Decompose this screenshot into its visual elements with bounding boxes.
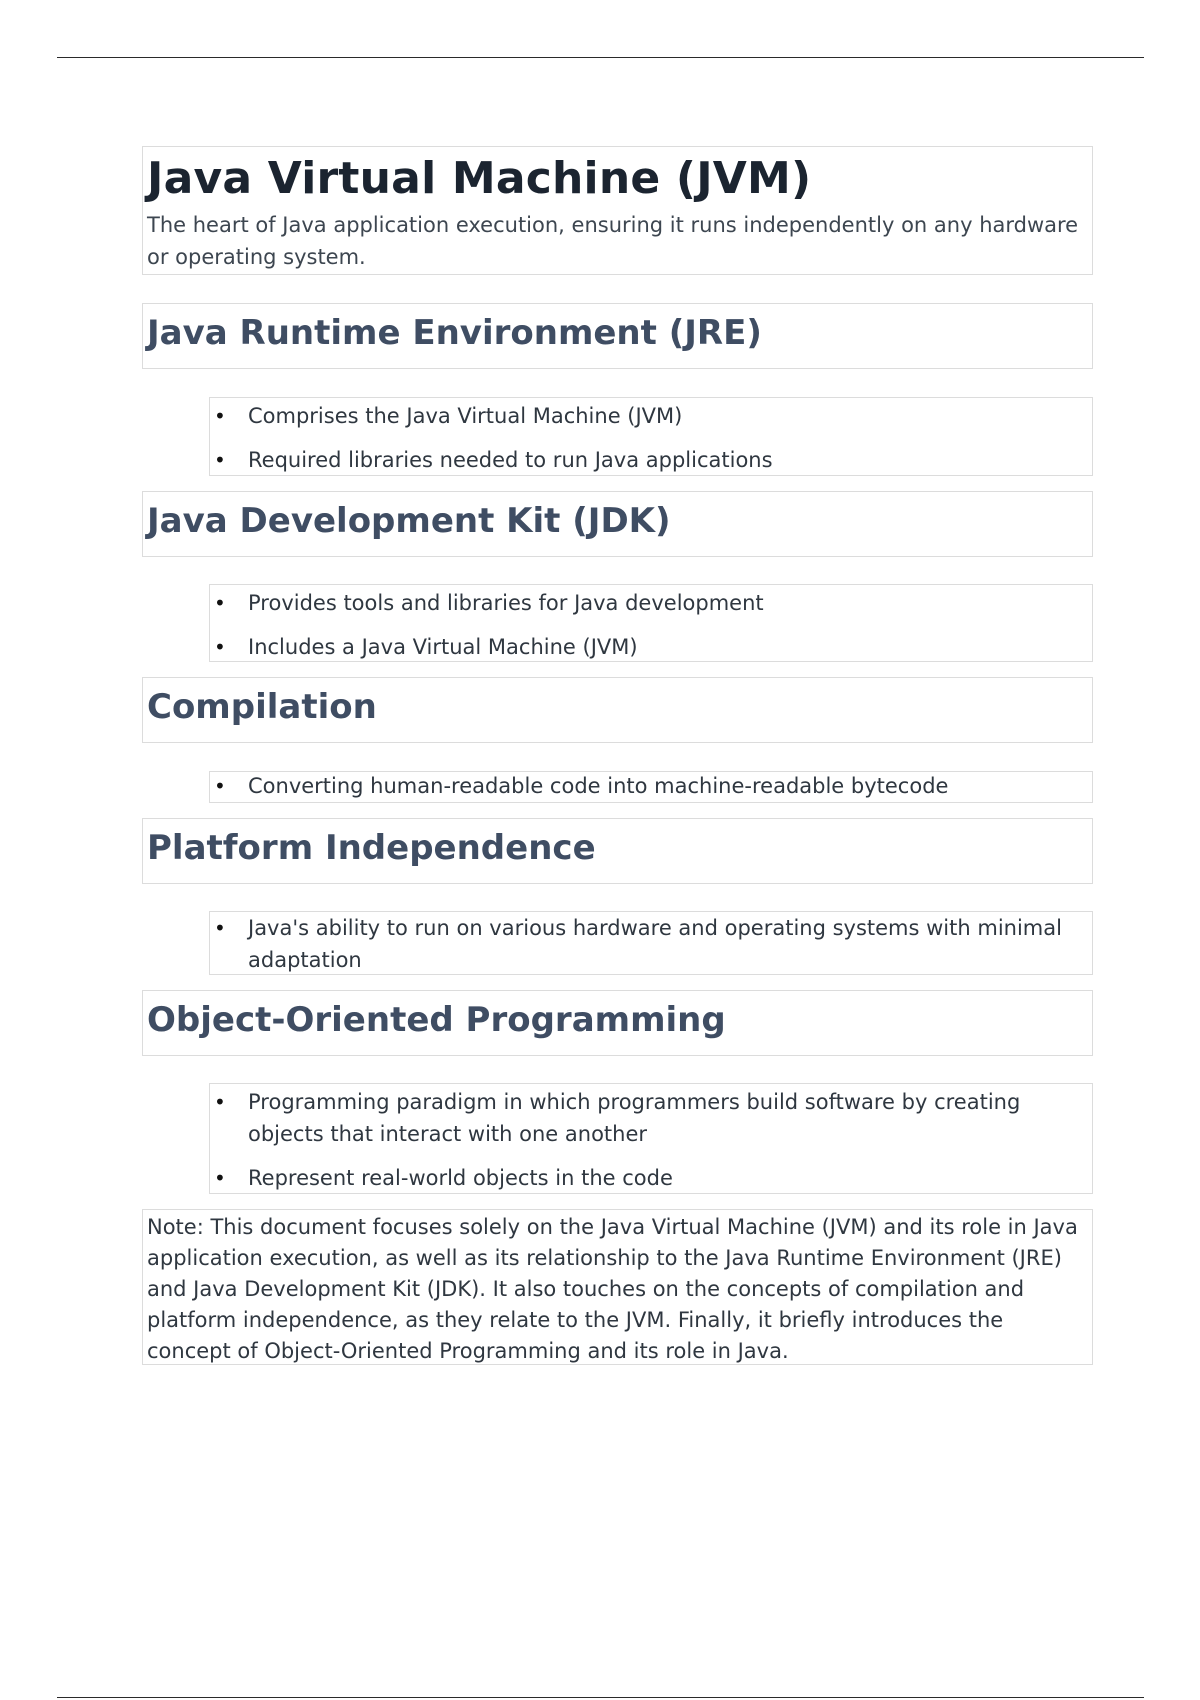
list-item: • Converting human-readable code into machine-readable bytecode (210, 770, 1082, 802)
title-block (142, 146, 1093, 275)
page-title: Java Virtual Machine (JVM) (147, 153, 812, 204)
section-heading-box-compilation (142, 677, 1093, 743)
bottom-rule (57, 1697, 1144, 1698)
page-subtitle: The heart of Java application execution, ensuring it runs independently on any hardware or operating system. (147, 213, 1079, 269)
list-item: • Comprises the Java Virtual Machine (JVM) (210, 400, 1082, 432)
section-heading-oop: Object-Oriented Programming (147, 1000, 726, 1040)
section-heading-compilation: Compilation (147, 687, 377, 727)
bullet-list-oop (209, 1083, 1093, 1194)
bullet-list-platform-independence (209, 911, 1093, 975)
top-rule (57, 57, 1144, 58)
section-heading-jre: Java Runtime Environment (JRE) (147, 313, 762, 353)
section-heading-platform-independence: Platform Independence (147, 828, 596, 868)
bullet-list-compilation (209, 771, 1093, 803)
section-heading-box-jre (142, 303, 1093, 369)
bullet-list-jre (209, 397, 1093, 476)
list-item: • Represent real-world objects in the code (210, 1162, 1082, 1194)
section-heading-jdk: Java Development Kit (JDK) (147, 501, 671, 541)
list-item: • Java's ability to run on various hardware and operating systems with minimal adaptation (210, 912, 1082, 976)
section-heading-box-platform-independence (142, 818, 1093, 884)
list-item: • Provides tools and libraries for Java development (210, 587, 1082, 619)
bullet-list-jdk (209, 584, 1093, 662)
list-item: • Required libraries needed to run Java applications (210, 444, 1082, 476)
section-heading-box-oop (142, 990, 1093, 1056)
section-heading-box-jdk (142, 491, 1093, 557)
list-item: • Includes a Java Virtual Machine (JVM) (210, 631, 1082, 663)
note-box (142, 1209, 1093, 1365)
list-item: • Programming paradigm in which programmers build software by creating objects that interact with one another (210, 1086, 1082, 1150)
note-text: Note: This document focuses solely on the Java Virtual Machine (JVM) and its role in Java application execution, as well as its relationship to the Java Runtime Environment (JRE) and Java Development Kit (JDK). It also touches on the concepts of compilation and platform independence, as they relate to the JVM. Finally, it briefly introduces the concept of Object-Oriented Programming and its role in Java. (147, 1215, 1078, 1363)
